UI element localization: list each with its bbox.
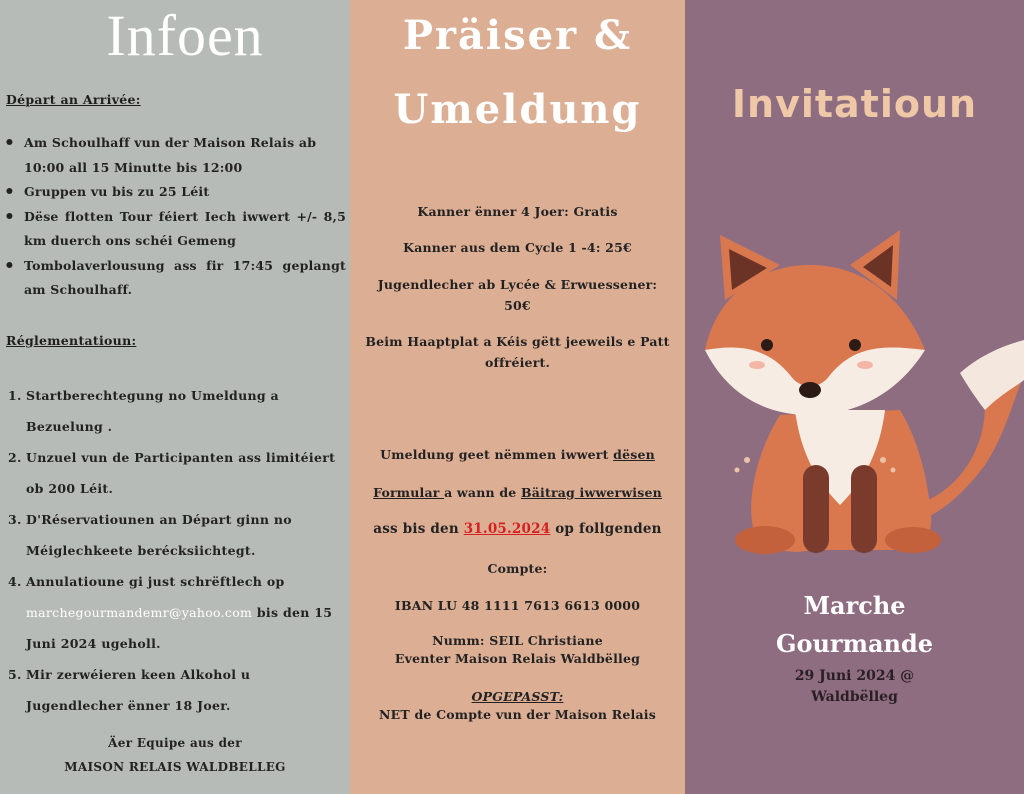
depart-heading: Départ an Arrivée: [6,92,141,107]
prices-panel [350,0,685,794]
haaptplat-note [350,331,685,373]
umeldung-line [350,444,685,465]
deadline-suffix: op follgenden [550,521,662,537]
event-location: Waldbëlleg [811,689,898,705]
invite-title: Invitatioun [731,82,978,126]
account-holder [350,632,685,668]
rule-number: 1. [8,388,22,403]
rule-text: Mir zerwéieren keen Alkohol u Jugendlecher ënner 18 Joer. [26,667,251,713]
rules-heading: Réglementatioun: [6,333,137,348]
rules-list [4,380,346,721]
list-item [4,442,346,504]
iban: IBAN LU 48 1111 7613 6613 0000 [394,598,641,613]
rule-number: 2. [8,450,22,465]
fox-eye-right [849,339,861,351]
list-item [4,566,346,659]
rule-text: D'Réservatiounen an Départ ginn no Méiglechkeete berécksiichtegt. [26,512,292,558]
deadline-date: 31.05.2024 [463,521,551,537]
info-panel [0,0,350,794]
warning-text: NET de Compte vun der Maison Relais [379,707,656,722]
umeldung-text: Umeldung geet nëmmen iwwert [380,447,614,462]
fox-cheek-right [857,361,873,369]
prices-title-line-2: Umeldung [393,86,642,133]
haaptplat-line-2: offréiert. [484,355,551,370]
list-item: • Am Schoulhaff vun der Maison Relais ab 10:00 all 15 Minutte bis 12:00 [4,131,346,180]
list-item [4,380,346,442]
rule-text: Annulatioune gi just schrëftlech op [26,574,285,589]
rule-number: 5. [8,667,22,682]
prices-title-line-1: Präiser & [402,12,633,59]
fox-nose [799,382,821,398]
list-item: • Dëse flotten Tour féiert Iech iwwert +/- 8,5 km duerch ons schéi Gemeng [4,205,346,254]
rule-text: Unzuel vun de Participanten ass limitéiert ob 200 Léit. [26,450,336,496]
formular-link[interactable]: Formular [373,485,445,500]
list-item: • Gruppen vu bis zu 25 Léit [4,180,346,205]
email-link[interactable]: marchegourmandemr@yahoo.com [26,605,253,620]
rule-number: 4. [8,574,22,589]
fox-leg-left [803,465,829,553]
fox-illustration [685,205,1024,565]
warning-note [350,688,685,724]
list-item [4,504,346,566]
depart-bullet-list [4,131,346,303]
fox-leg-right [851,465,877,553]
account-holder-org: Eventer Maison Relais Waldbëlleg [394,651,641,666]
formular-line [350,482,685,503]
price-jugend-line-1: Jugendlecher ab Lycée & Erwuessener: [377,277,658,292]
fox-paw-left-back [735,526,795,554]
list-item: • Tombolaverlousung ass fir 17:45 geplangt am Schoulhaff. [4,254,346,303]
fox-cheek-left [749,361,765,369]
price-cycle: Kanner aus dem Cycle 1 -4: 25€ [403,240,632,255]
rule-number: 3. [8,512,22,527]
formular-text: a wann de [444,485,521,500]
compte-label: Compte: [487,561,548,576]
info-title: Infoen [106,3,264,68]
warning-label: OPGEPASST: [471,689,564,704]
fox-paw-right-back [885,527,941,553]
price-kanner-4: Kanner ënner 4 Joer: Gratis [417,204,618,219]
rule-text: bis den 15 Juni 2024 ugeholl. [26,605,333,651]
signature-line-1: Äer Equipe aus der [108,736,242,750]
baitrag-text: Bäitrag iwwerwisen [520,485,662,500]
price-jugend [350,274,685,316]
list-item [4,659,346,721]
event-name-line-2: Gourmande [775,629,934,658]
event-date: 29 Juni 2024 @ [794,668,915,684]
deadline-line [350,519,685,540]
deadline-prefix: ass bis den [373,521,464,537]
invite-panel [685,0,1024,794]
rule-text: Startberechtegung no Umeldung a Bezuelung . [26,388,279,434]
umeldung-link[interactable]: dësen [613,447,655,462]
fox-eye-left [761,339,773,351]
event-name-line-1: Marche [803,591,906,620]
price-jugend-amount: 50€ [504,298,531,313]
signature-line-2: MAISON RELAIS WALDBELLEG [64,760,286,774]
haaptplat-line-1: Beim Haaptplat a Kéis gëtt jeeweils e Patt [365,334,670,349]
account-holder-name: Numm: SEIL Christiane [432,633,603,648]
